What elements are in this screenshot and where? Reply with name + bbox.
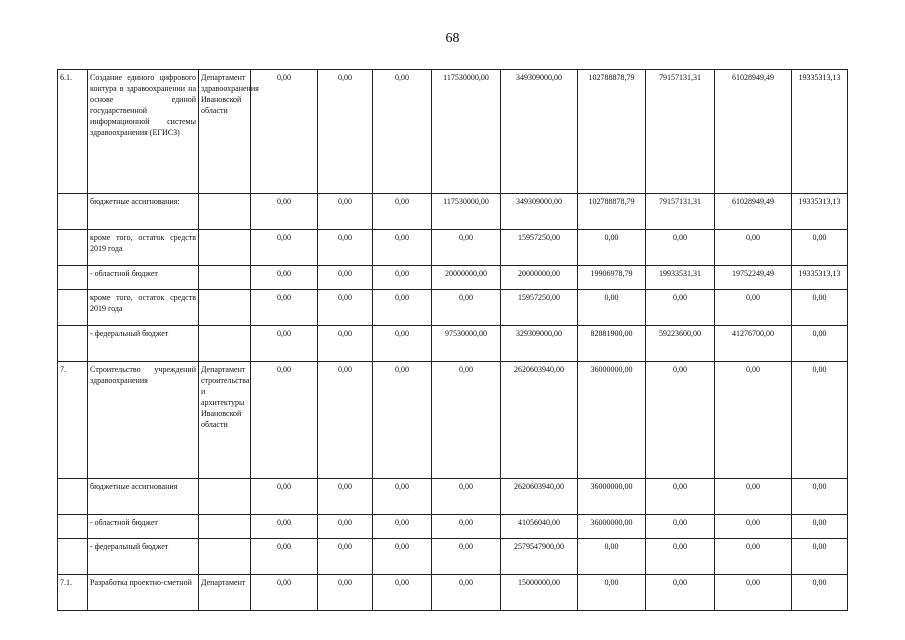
row-number [58,230,88,266]
value-cell: 329309000,00 [501,326,578,362]
row-executor [199,539,251,575]
value-cell: 0,00 [432,575,501,611]
value-cell: 349309000,00 [501,194,578,230]
row-number [58,539,88,575]
value-cell: 36000000,00 [578,515,646,539]
value-cell: 19933531,31 [646,266,715,290]
table-row [58,515,848,539]
row-number: 6.1. [58,70,88,194]
value-cell: 2579547900,00 [501,539,578,575]
value-cell: 0,00 [792,515,848,539]
value-cell: 0,00 [373,575,432,611]
value-cell: 15000000,00 [501,575,578,611]
value-cell: 0,00 [432,290,501,326]
table-row [58,539,848,575]
row-executor: Департамент здравоохранения Ивановской области [199,70,251,194]
value-cell: 2620603940,00 [501,362,578,479]
value-cell: 0,00 [373,290,432,326]
value-cell: 0,00 [578,230,646,266]
value-cell: 0,00 [318,266,373,290]
row-executor [199,194,251,230]
value-cell: 0,00 [251,326,318,362]
value-cell: 41056040,00 [501,515,578,539]
row-executor: Департамент [199,575,251,611]
value-cell: 0,00 [318,479,373,515]
value-cell: 19335313,13 [792,194,848,230]
value-cell: 19906978,79 [578,266,646,290]
value-cell: 0,00 [373,326,432,362]
value-cell: 102788878,79 [578,194,646,230]
row-name: Строительство учреждений здравоохранения [88,362,199,479]
value-cell: 0,00 [251,362,318,479]
value-cell: 0,00 [373,539,432,575]
value-cell: 0,00 [646,515,715,539]
value-cell: 82881900,00 [578,326,646,362]
value-cell: 0,00 [792,230,848,266]
value-cell: 36000000,00 [578,479,646,515]
value-cell: 0,00 [251,539,318,575]
table-row [58,362,848,479]
value-cell: 0,00 [373,194,432,230]
table-row [58,575,848,611]
row-executor [199,266,251,290]
value-cell: 0,00 [715,290,792,326]
row-executor [199,515,251,539]
value-cell: 0,00 [432,515,501,539]
row-number [58,290,88,326]
table-row [58,290,848,326]
budget-table [57,69,848,611]
row-number [58,326,88,362]
value-cell: 0,00 [251,266,318,290]
value-cell: 0,00 [318,362,373,479]
value-cell: 102788878,79 [578,70,646,194]
value-cell: 0,00 [318,290,373,326]
value-cell: 0,00 [318,326,373,362]
value-cell: 0,00 [318,515,373,539]
value-cell: 0,00 [318,539,373,575]
value-cell: 0,00 [792,362,848,479]
value-cell: 59223600,00 [646,326,715,362]
value-cell: 20000000,00 [501,266,578,290]
value-cell: 0,00 [318,70,373,194]
value-cell: 0,00 [715,575,792,611]
value-cell: 0,00 [578,539,646,575]
value-cell: 0,00 [373,362,432,479]
value-cell: 0,00 [251,70,318,194]
value-cell: 117530000,00 [432,194,501,230]
value-cell: 0,00 [792,575,848,611]
value-cell: 0,00 [646,479,715,515]
value-cell: 0,00 [251,290,318,326]
value-cell: 0,00 [373,479,432,515]
value-cell: 79157131,31 [646,194,715,230]
value-cell: 0,00 [715,515,792,539]
row-number [58,194,88,230]
table-row [58,194,848,230]
row-executor: Департамент строительства и архитектуры Ивановской области [199,362,251,479]
row-number [58,266,88,290]
row-name: - федеральный бюджет [88,539,199,575]
value-cell: 0,00 [373,70,432,194]
value-cell: 0,00 [432,362,501,479]
value-cell: 0,00 [715,479,792,515]
value-cell: 19752249,49 [715,266,792,290]
value-cell: 15957250,00 [501,230,578,266]
row-executor [199,326,251,362]
value-cell: 2620603940,00 [501,479,578,515]
value-cell: 0,00 [318,194,373,230]
value-cell: 0,00 [432,230,501,266]
row-name: кроме того, остаток средств 2019 года [88,290,199,326]
value-cell: 0,00 [373,515,432,539]
row-name: - федеральный бюджет [88,326,199,362]
page-number: 68 [445,31,460,46]
row-number: 7. [58,362,88,479]
row-name: Разработка проектно-сметной [88,575,199,611]
value-cell: 79157131,31 [646,70,715,194]
value-cell: 97530000,00 [432,326,501,362]
value-cell: 0,00 [792,290,848,326]
table-row [58,266,848,290]
row-executor [199,290,251,326]
table-row [58,326,848,362]
value-cell: 0,00 [715,362,792,479]
row-name: Создание единого цифрового контура в здравоохранении на основе единой государственной информационной системы здравоохранения (ЕГИСЗ) [88,70,199,194]
value-cell: 19335313,13 [792,70,848,194]
value-cell: 0,00 [432,479,501,515]
value-cell: 0,00 [792,479,848,515]
value-cell: 349309000,00 [501,70,578,194]
value-cell: 61028949,49 [715,70,792,194]
row-executor [199,230,251,266]
value-cell: 0,00 [578,290,646,326]
row-name: бюджетные ассигнования [88,479,199,515]
value-cell: 0,00 [715,230,792,266]
row-number [58,479,88,515]
row-name: кроме того, остаток средств 2019 года [88,230,199,266]
row-name: - областной бюджет [88,515,199,539]
value-cell: 0,00 [251,575,318,611]
row-number [58,515,88,539]
value-cell: 0,00 [792,326,848,362]
value-cell: 0,00 [646,575,715,611]
value-cell: 0,00 [251,479,318,515]
value-cell: 0,00 [251,194,318,230]
value-cell: 0,00 [715,539,792,575]
value-cell: 19335313,13 [792,266,848,290]
value-cell: 117530000,00 [432,70,501,194]
value-cell: 0,00 [251,515,318,539]
value-cell: 0,00 [646,362,715,479]
value-cell: 0,00 [792,539,848,575]
table-row [58,70,848,194]
value-cell: 0,00 [373,230,432,266]
row-name: - областной бюджет [88,266,199,290]
row-number: 7.1. [58,575,88,611]
value-cell: 61028949,49 [715,194,792,230]
value-cell: 41276700,00 [715,326,792,362]
value-cell: 0,00 [318,575,373,611]
value-cell: 0,00 [373,266,432,290]
value-cell: 0,00 [646,230,715,266]
value-cell: 0,00 [251,230,318,266]
value-cell: 0,00 [578,575,646,611]
row-executor [199,479,251,515]
value-cell: 0,00 [646,290,715,326]
table-row [58,479,848,515]
value-cell: 0,00 [646,539,715,575]
value-cell: 20000000,00 [432,266,501,290]
value-cell: 0,00 [318,230,373,266]
table-row [58,230,848,266]
value-cell: 36000000,00 [578,362,646,479]
value-cell: 15957250,00 [501,290,578,326]
value-cell: 0,00 [432,539,501,575]
row-name: бюджетные ассигнования: [88,194,199,230]
